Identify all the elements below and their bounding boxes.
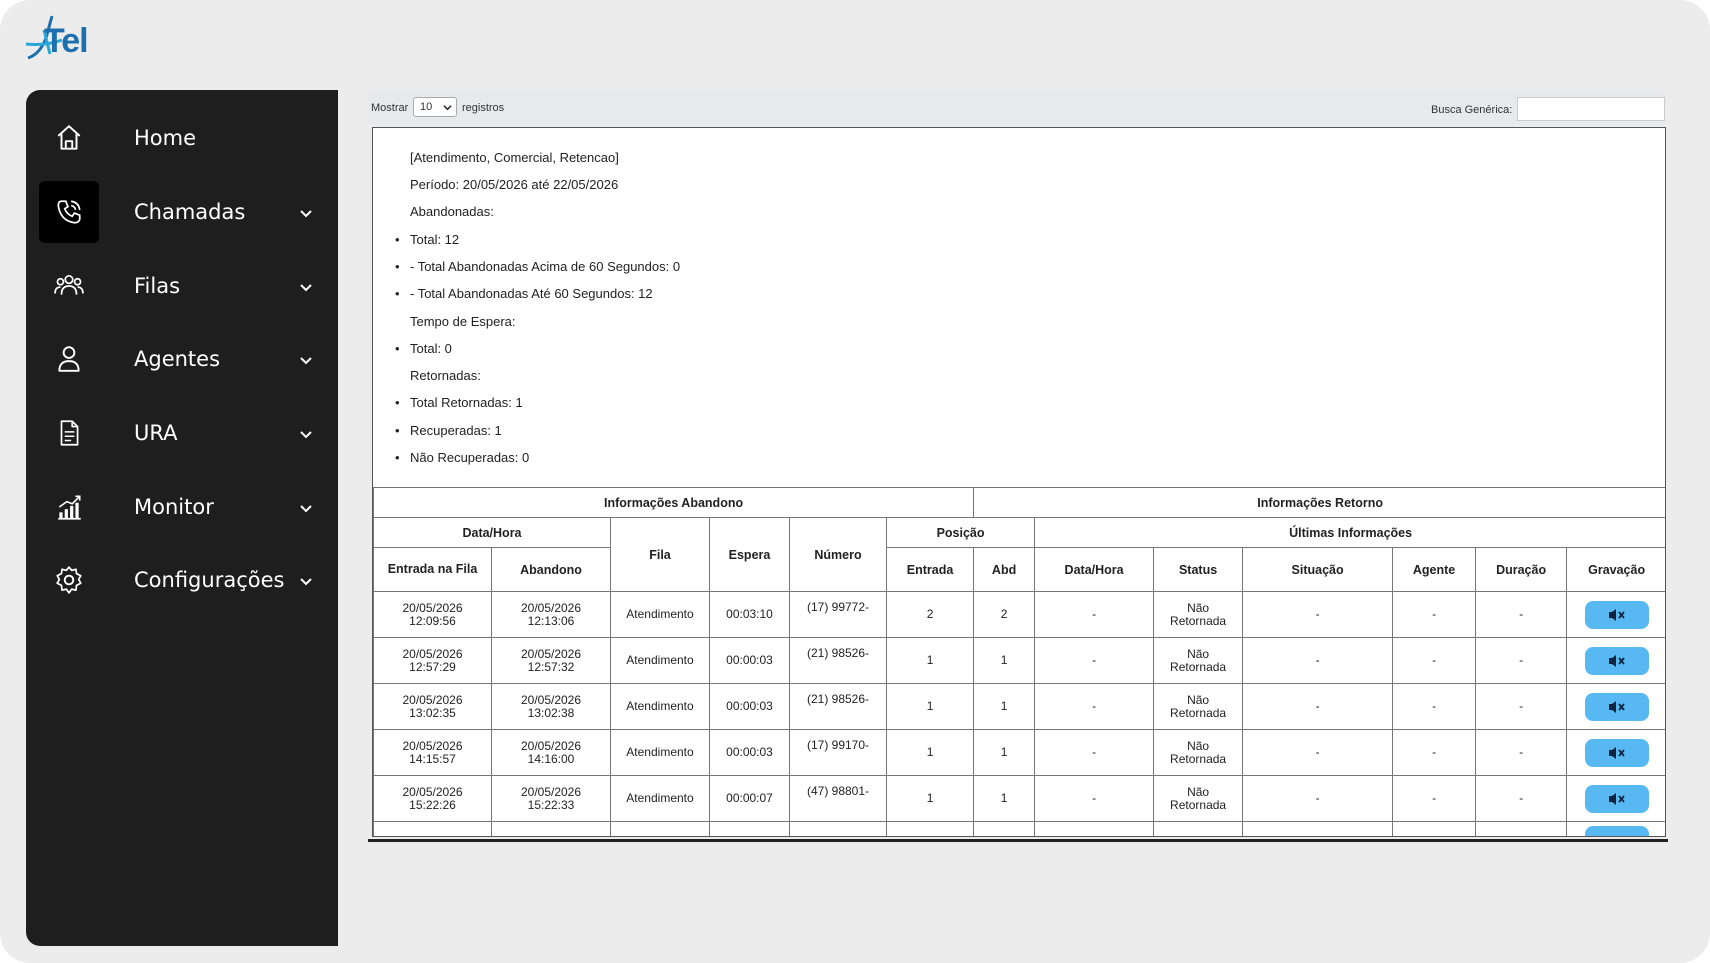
cell-espera: 00:00:03 bbox=[710, 638, 790, 684]
chevron-down-icon[interactable] bbox=[298, 279, 314, 295]
cell-status bbox=[1154, 684, 1243, 730]
cell-gravacao bbox=[1567, 730, 1666, 776]
abandoned-upto60: - Total Abandonadas Até 60 Segundos: 12 bbox=[410, 286, 653, 301]
status-line: Não bbox=[1187, 692, 1210, 707]
cell-situacao: - bbox=[1243, 638, 1393, 684]
bullet-icon: • bbox=[395, 423, 400, 438]
sidebar bbox=[26, 90, 338, 946]
cell-fila: Atendimento bbox=[611, 684, 710, 730]
cell-date: 20/05/2026 bbox=[402, 692, 463, 707]
play-recording-button[interactable] bbox=[1585, 826, 1649, 837]
cell-time: 15:22:33 bbox=[527, 797, 575, 812]
table-cell bbox=[1035, 822, 1154, 838]
abandoned-calls-table bbox=[373, 487, 1666, 837]
cell-time: 12:09:56 bbox=[409, 613, 456, 628]
cell-agente: - bbox=[1393, 684, 1476, 730]
cell-numero: (47) 98801- bbox=[790, 776, 887, 822]
col-header-abandono[interactable]: Abandono bbox=[492, 548, 611, 592]
cell-agente: - bbox=[1393, 776, 1476, 822]
cell-fila: Atendimento bbox=[611, 730, 710, 776]
cell-status bbox=[1154, 592, 1243, 638]
col-header-entrada-fila[interactable]: Entrada na Fila bbox=[374, 548, 492, 592]
table-cell bbox=[710, 822, 790, 838]
cell-fila: Atendimento bbox=[611, 592, 710, 638]
phone-call-icon-box bbox=[39, 181, 99, 243]
recovered-total: Recuperadas: 1 bbox=[410, 423, 502, 438]
cell-numero: (21) 98526- bbox=[790, 638, 887, 684]
cell-gravacao bbox=[1567, 592, 1666, 638]
cell-date: 20/05/2026 bbox=[520, 738, 582, 753]
gear-icon-box bbox=[39, 549, 99, 611]
cell-date: 20/05/2026 bbox=[402, 600, 463, 615]
cell-situacao: - bbox=[1243, 592, 1393, 638]
cell-abandono bbox=[492, 730, 611, 776]
cell-entrada-fila bbox=[374, 730, 492, 776]
cell-espera: 00:00:03 bbox=[710, 730, 790, 776]
cell-time: 12:13:06 bbox=[527, 613, 575, 628]
col-header-espera[interactable]: Espera bbox=[710, 518, 790, 592]
bullet-icon: • bbox=[395, 232, 400, 247]
play-recording-button[interactable] bbox=[1585, 647, 1649, 675]
cell-entrada-fila bbox=[374, 684, 492, 730]
abandoned-total: Total: 12 bbox=[410, 232, 460, 247]
cell-pos-entrada: 2 bbox=[887, 592, 974, 638]
cell-date: 20/05/2026 bbox=[402, 784, 463, 799]
chevron-down-icon[interactable] bbox=[298, 352, 314, 368]
bullet-icon: • bbox=[395, 450, 400, 465]
bullet-icon: • bbox=[395, 286, 400, 301]
records-label: registros bbox=[462, 102, 505, 114]
cell-time: 13:02:38 bbox=[527, 705, 575, 720]
volume-mute-icon bbox=[1608, 654, 1626, 668]
user-icon-box bbox=[39, 328, 99, 390]
chevron-down-icon[interactable] bbox=[298, 573, 314, 589]
status-line: Não bbox=[1187, 784, 1210, 799]
cell-time: 13:02:35 bbox=[409, 705, 456, 720]
abandoned-heading: Abandonadas: bbox=[410, 204, 494, 219]
table-row bbox=[374, 730, 1667, 776]
cell-ret-datahora: - bbox=[1035, 638, 1154, 684]
cell-fila: Atendimento bbox=[611, 776, 710, 822]
period-text: Período: 20/05/2026 até 22/05/2026 bbox=[410, 177, 619, 192]
cell-gravacao bbox=[1567, 776, 1666, 822]
chevron-down-icon[interactable] bbox=[298, 500, 314, 516]
cell-pos-abd: 2 bbox=[974, 592, 1035, 638]
table-row bbox=[374, 684, 1667, 730]
sidebar-item-agentes[interactable] bbox=[26, 328, 338, 390]
table-toolbar bbox=[368, 92, 1666, 124]
cell-status bbox=[1154, 638, 1243, 684]
table-cell bbox=[887, 822, 974, 838]
subheader-ultimas: Últimas Informações bbox=[1035, 518, 1666, 548]
col-header-ret-datahora[interactable]: Data/Hora bbox=[1035, 548, 1154, 592]
cell-time: 14:15:57 bbox=[409, 751, 456, 766]
volume-mute-icon bbox=[1608, 746, 1626, 760]
home-icon bbox=[54, 123, 84, 153]
cell-espera: 00:03:10 bbox=[710, 592, 790, 638]
returned-total: Total Retornadas: 1 bbox=[410, 395, 523, 410]
cell-pos-entrada: 1 bbox=[887, 730, 974, 776]
col-header-numero[interactable]: Número bbox=[790, 518, 887, 592]
subheader-posicao: Posição bbox=[887, 518, 1035, 548]
search-label: Busca Genérica: bbox=[1431, 104, 1513, 116]
report-summary bbox=[373, 128, 1665, 488]
cell-agente: - bbox=[1393, 592, 1476, 638]
subheader-datahora: Data/Hora bbox=[374, 518, 611, 548]
queues-text: [Atendimento, Comercial, Retencao] bbox=[410, 150, 619, 165]
volume-mute-icon bbox=[1608, 700, 1626, 714]
volume-mute-icon bbox=[1608, 608, 1626, 622]
bar-chart-icon-box bbox=[39, 476, 99, 538]
chevron-down-icon bbox=[443, 103, 452, 112]
cell-time: 12:57:29 bbox=[409, 659, 456, 674]
sidebar-item-configuracoes[interactable] bbox=[26, 549, 338, 611]
document-icon-box bbox=[39, 402, 99, 464]
abandoned-over60: - Total Abandonadas Acima de 60 Segundos: 0 bbox=[410, 259, 681, 274]
table-row bbox=[374, 592, 1667, 638]
table-cell bbox=[1476, 822, 1567, 838]
users-group-icon bbox=[54, 271, 84, 301]
cell-date: 20/05/2026 bbox=[520, 692, 582, 707]
cell-duracao: - bbox=[1476, 684, 1567, 730]
table-cell bbox=[790, 822, 887, 838]
table-cell bbox=[611, 822, 710, 838]
col-header-pos-entrada[interactable]: Entrada bbox=[887, 548, 974, 592]
table-row bbox=[374, 638, 1667, 684]
status-line: Retornada bbox=[1170, 797, 1227, 812]
report-panel bbox=[372, 127, 1666, 837]
table-cell bbox=[374, 822, 492, 838]
play-recording-button[interactable] bbox=[1585, 601, 1649, 629]
table-cell bbox=[974, 822, 1035, 838]
wait-heading: Tempo de Espera: bbox=[410, 314, 516, 329]
cell-abandono bbox=[492, 592, 611, 638]
cell-gravacao bbox=[1567, 822, 1666, 838]
table-cell bbox=[492, 822, 611, 838]
gear-icon bbox=[54, 565, 84, 595]
cell-numero: (17) 99170- bbox=[790, 730, 887, 776]
sidebar-item-chamadas[interactable] bbox=[26, 181, 338, 243]
status-line: Retornada bbox=[1170, 613, 1227, 628]
cell-pos-abd: 1 bbox=[974, 684, 1035, 730]
cell-pos-entrada: 1 bbox=[887, 638, 974, 684]
cell-date: 20/05/2026 bbox=[520, 646, 582, 661]
cell-gravacao bbox=[1567, 684, 1666, 730]
sidebar-item-label: Home bbox=[134, 126, 197, 150]
bullet-icon: • bbox=[395, 341, 400, 356]
cell-status bbox=[1154, 776, 1243, 822]
cell-pos-abd: 1 bbox=[974, 638, 1035, 684]
cell-agente: - bbox=[1393, 730, 1476, 776]
volume-mute-icon bbox=[1608, 792, 1626, 806]
sidebar-item-label: Chamadas bbox=[134, 200, 246, 224]
home-icon-box bbox=[39, 107, 99, 169]
cell-agente: - bbox=[1393, 638, 1476, 684]
cell-date: 20/05/2026 bbox=[520, 784, 582, 799]
bar-chart-icon bbox=[54, 492, 84, 522]
table-row-partial bbox=[374, 822, 1667, 838]
sidebar-item-ura[interactable] bbox=[26, 402, 338, 464]
group-header-abandono: Informações Abandono bbox=[374, 488, 974, 518]
cell-time: 12:57:32 bbox=[527, 659, 575, 674]
brand-logo-text: Tel bbox=[44, 22, 88, 60]
cell-pos-entrada: 1 bbox=[887, 684, 974, 730]
play-recording-button[interactable] bbox=[1585, 693, 1649, 721]
status-line: Retornada bbox=[1170, 659, 1227, 674]
cell-numero: (17) 99772- bbox=[790, 592, 887, 638]
cell-espera: 00:00:07 bbox=[710, 776, 790, 822]
sidebar-item-monitor[interactable] bbox=[26, 476, 338, 538]
not-recovered-total: Não Recuperadas: 0 bbox=[410, 450, 530, 465]
cell-abandono bbox=[492, 638, 611, 684]
table-cell bbox=[1393, 822, 1476, 838]
col-header-gravacao[interactable]: Gravação bbox=[1567, 548, 1666, 592]
cell-pos-abd: 1 bbox=[974, 730, 1035, 776]
chevron-down-icon[interactable] bbox=[298, 426, 314, 442]
cell-duracao: - bbox=[1476, 638, 1567, 684]
status-line: Retornada bbox=[1170, 705, 1227, 720]
cell-date: 20/05/2026 bbox=[520, 600, 582, 615]
sidebar-item-label: URA bbox=[134, 421, 178, 445]
bullet-icon: • bbox=[395, 259, 400, 274]
status-line: Não bbox=[1187, 646, 1210, 661]
cell-situacao: - bbox=[1243, 730, 1393, 776]
phone-call-icon bbox=[54, 197, 84, 227]
cell-ret-datahora: - bbox=[1035, 684, 1154, 730]
cell-time: 15:22:26 bbox=[409, 797, 456, 812]
cell-entrada-fila bbox=[374, 776, 492, 822]
cell-situacao: - bbox=[1243, 684, 1393, 730]
col-header-agente[interactable]: Agente bbox=[1393, 548, 1476, 592]
chevron-down-icon[interactable] bbox=[298, 205, 314, 221]
cell-duracao: - bbox=[1476, 592, 1567, 638]
sidebar-item-label: Filas bbox=[134, 274, 181, 298]
user-icon bbox=[54, 344, 84, 374]
col-header-fila[interactable]: Fila bbox=[611, 518, 710, 592]
page-size-value: 10 bbox=[420, 101, 433, 113]
cell-fila: Atendimento bbox=[611, 638, 710, 684]
cell-espera: 00:00:03 bbox=[710, 684, 790, 730]
col-header-status[interactable]: Status bbox=[1154, 548, 1243, 592]
cell-pos-abd: 1 bbox=[974, 776, 1035, 822]
sidebar-item-label: Agentes bbox=[134, 347, 221, 371]
play-recording-button[interactable] bbox=[1585, 785, 1649, 813]
group-header-retorno: Informações Retorno bbox=[974, 488, 1666, 518]
status-line: Retornada bbox=[1170, 751, 1227, 766]
sidebar-item-label: Monitor bbox=[134, 495, 214, 519]
cell-entrada-fila bbox=[374, 638, 492, 684]
table-cell bbox=[1243, 822, 1393, 838]
cell-status bbox=[1154, 730, 1243, 776]
play-recording-button[interactable] bbox=[1585, 739, 1649, 767]
show-label: Mostrar bbox=[371, 102, 409, 114]
cell-ret-datahora: - bbox=[1035, 592, 1154, 638]
cell-abandono bbox=[492, 684, 611, 730]
cell-situacao: - bbox=[1243, 776, 1393, 822]
status-line: Não bbox=[1187, 600, 1210, 615]
cell-abandono bbox=[492, 776, 611, 822]
returned-heading: Retornadas: bbox=[410, 368, 481, 383]
cell-gravacao bbox=[1567, 638, 1666, 684]
wait-total: Total: 0 bbox=[410, 341, 452, 356]
cell-date: 20/05/2026 bbox=[402, 738, 463, 753]
cell-duracao: - bbox=[1476, 776, 1567, 822]
col-header-duracao[interactable]: Duração bbox=[1476, 548, 1567, 592]
page-size-select[interactable] bbox=[413, 97, 457, 117]
sidebar-item-label: Configurações bbox=[134, 568, 285, 592]
table-cell bbox=[1154, 822, 1243, 838]
sidebar-item-home[interactable] bbox=[26, 107, 338, 169]
document-icon bbox=[54, 418, 84, 448]
cell-time: 14:16:00 bbox=[527, 751, 575, 766]
col-header-pos-abd[interactable]: Abd bbox=[974, 548, 1035, 592]
col-header-situacao[interactable]: Situação bbox=[1243, 548, 1393, 592]
search-input[interactable] bbox=[1517, 97, 1665, 121]
table-row bbox=[374, 776, 1667, 822]
panel-bottom-border bbox=[368, 839, 1668, 842]
cell-ret-datahora: - bbox=[1035, 776, 1154, 822]
cell-entrada-fila bbox=[374, 592, 492, 638]
report-content bbox=[368, 92, 1668, 842]
cell-numero: (21) 98526- bbox=[790, 684, 887, 730]
bullet-icon: • bbox=[395, 395, 400, 410]
status-line: Não bbox=[1187, 738, 1210, 753]
cell-date: 20/05/2026 bbox=[402, 646, 463, 661]
cell-duracao: - bbox=[1476, 730, 1567, 776]
cell-ret-datahora: - bbox=[1035, 730, 1154, 776]
sidebar-item-filas[interactable] bbox=[26, 255, 338, 317]
cell-pos-entrada: 1 bbox=[887, 776, 974, 822]
users-group-icon-box bbox=[39, 255, 99, 317]
